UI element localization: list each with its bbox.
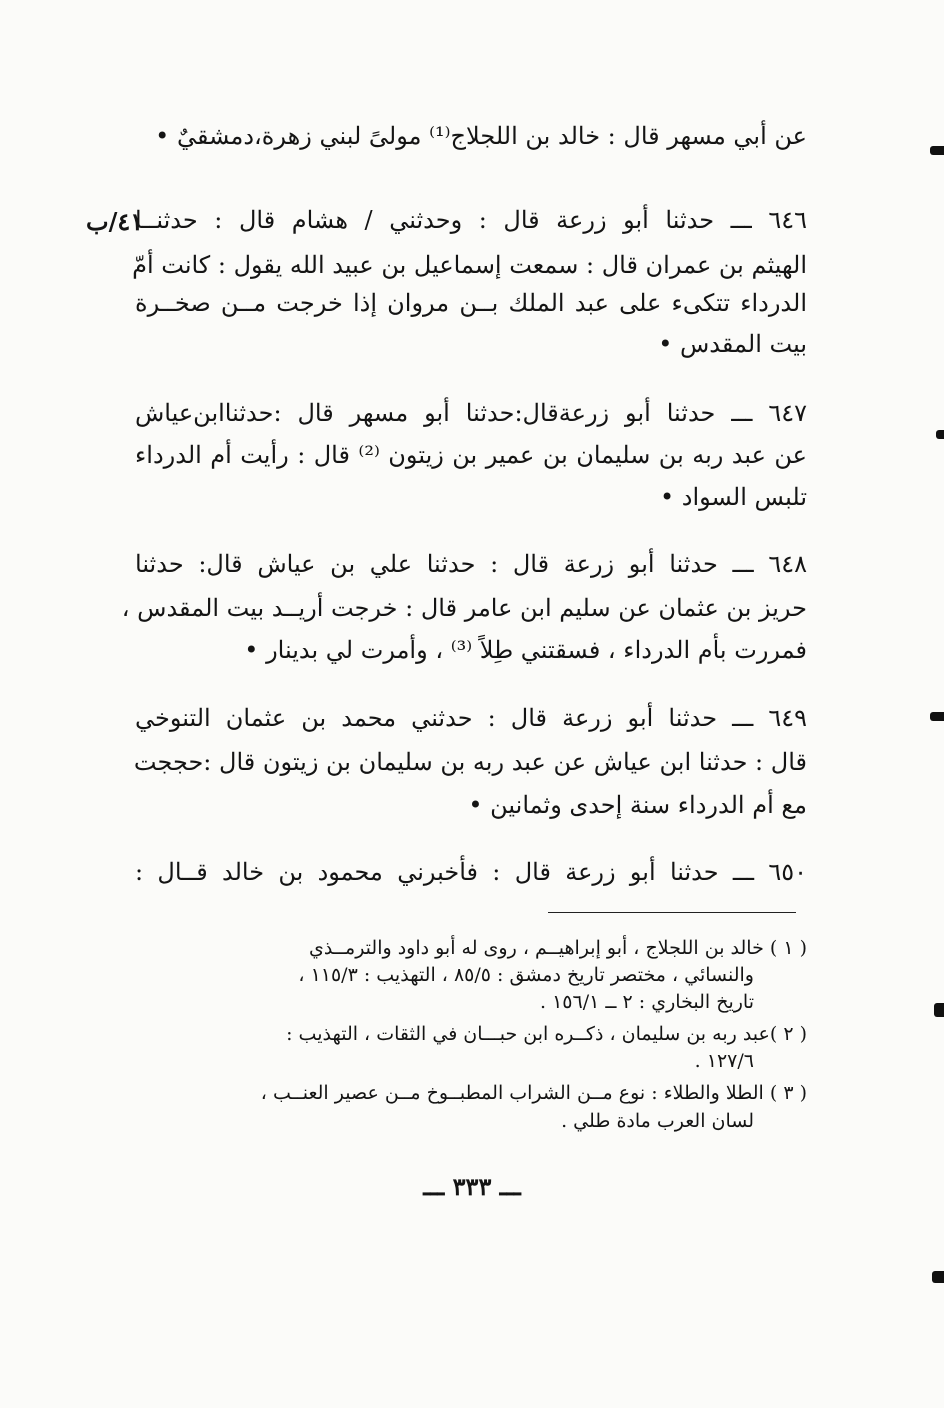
footnote-line: والنسائي ، مختصر تاريخ دمشق : ٨٥/٥ ، التهذيب : ١١٥/٣ ، (298, 964, 754, 986)
footnote-line: ١٢٧/٦ . (694, 1050, 754, 1072)
text-line: ٦٤٦ ـــ حدثنا أبو زرعة قال : وحدثني / هشام قال : حدثنــا (135, 206, 807, 234)
text-line: ٦٤٧ ـــ حدثنا أبو زرعةقال:حدثنا أبو مسهر قال :حدثناابن‌عياش (135, 399, 807, 427)
scan-edge-mark (936, 430, 944, 439)
scan-edge-mark (932, 1271, 944, 1283)
text-line: ٦٤٨ ـــ حدثنا أبو زرعة قال : حدثنا علي بن عياش قال: حدثنا (135, 550, 807, 578)
text-line: بيت المقدس • (658, 330, 807, 358)
footnote-line: ( ١ ) خالد بن اللجلاج ، أبو إبراهيــم ، روى له أبو داود والترمــذي (309, 937, 807, 959)
footnote-line: تاريخ البخاري : ٢ ــ ١٥٦/١ . (540, 991, 754, 1013)
text-line: فمررت بأم الدرداء ، فسقتني طِلاً ⁽³⁾ ، وأمرت لي بدينار • (244, 636, 807, 664)
footnote-line: ( ٢ )عبد ربه بن سليمان ، ذكــره ابن حبـــان في الثقات ، التهذيب : (286, 1023, 807, 1045)
footnote-line: لسان العرب مادة طلي . (561, 1110, 754, 1132)
continued-text-line: عن أبي مسهر قال : خالد بن اللجلاج⁽¹⁾ مولىً لبني زهرة،دمشقيٌ • (155, 122, 807, 150)
manuscript-folio-note: ٤١/ب (86, 207, 144, 236)
text-line: تلبس السواد • (659, 483, 807, 511)
scan-edge-mark (930, 146, 944, 155)
scan-edge-mark (934, 1003, 944, 1017)
text-line: مع أم الدرداء سنة إحدى وثمانين • (468, 791, 807, 819)
text-line: الهيثم بن عمران قال : سمعت إسماعيل بن عبيد الله يقول : كانت أمّ (132, 251, 807, 279)
scan-edge-mark (930, 712, 944, 721)
text-line: حريز بن عثمان عن سليم ابن عامر قال : خرجت أريــد بيت المقدس ، (121, 594, 807, 622)
page-number: ـــ ٣٣٣ ـــ (423, 1172, 521, 1201)
footnote-divider (548, 912, 796, 913)
text-line: الدرداء تتكىء على عبد الملك بــن مروان إذا خرجت مــن صخــرة (135, 289, 807, 317)
text-line: ٦٥٠ ـــ حدثنا أبو زرعة قال : فأخبرني محمود بن خالد قــال : (135, 858, 807, 886)
text-line: عن عبد ربه بن سليمان بن عمير بن زيتون ⁽²⁾ قال : رأيت أم الدرداء (135, 441, 807, 469)
footnote-line: ( ٣ ) الطلا والطلاء : نوع مــن الشراب المطبــوخ مــن عصير العنــب ، (260, 1082, 807, 1104)
text-line: ٦٤٩ ـــ حدثنا أبو زرعة قال : حدثني محمد بن عثمان التنوخي (135, 704, 807, 732)
text-line: قال : حدثنا ابن عياش عن عبد ربه بن سليمان بن زيتون قال :حججت (133, 748, 807, 776)
